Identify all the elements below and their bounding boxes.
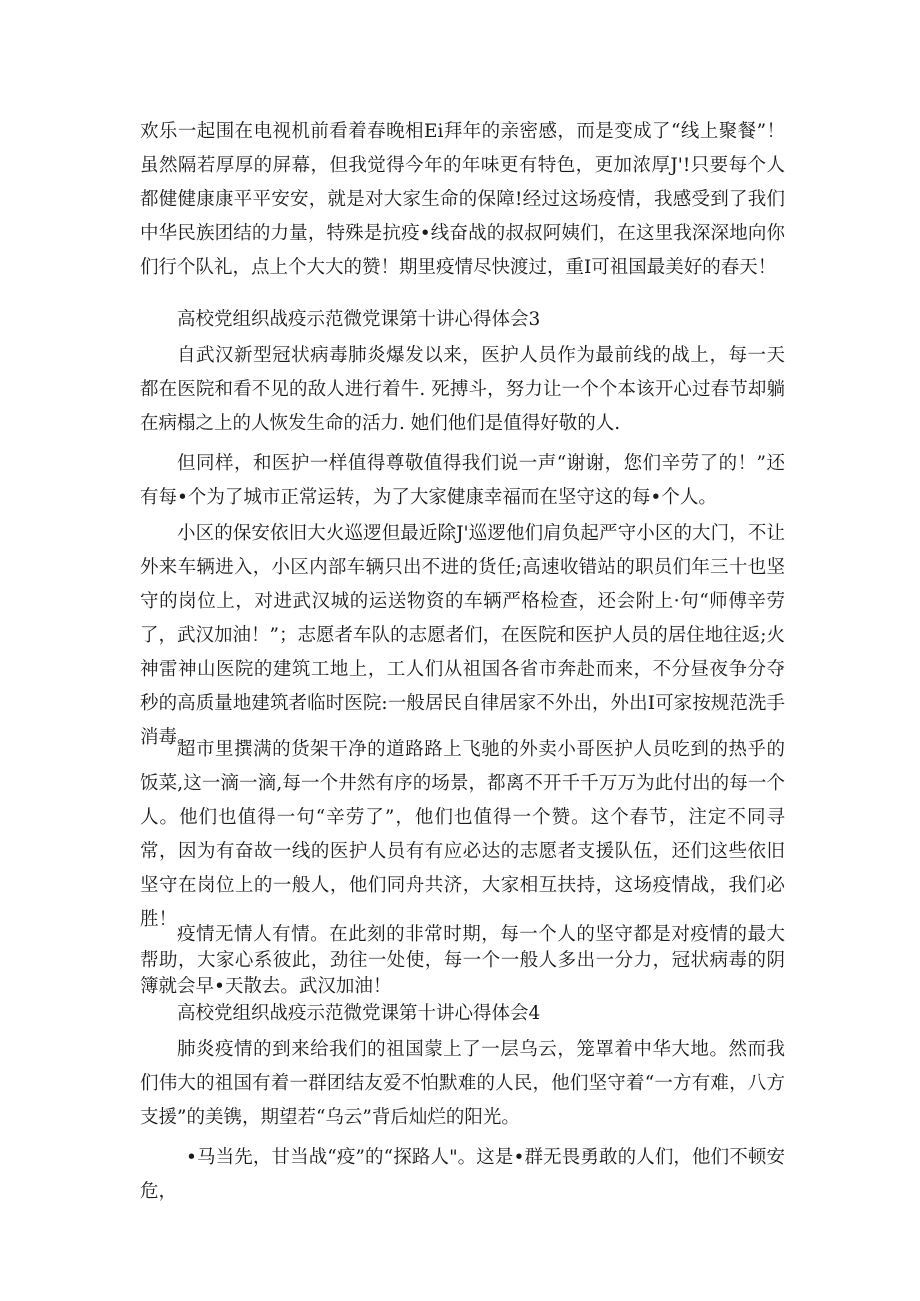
paragraph-1: 欢乐一起围在电视机前看着春晚相Ei拜年的亲密感，而是变成了“线上聚餐”！虽然隔若厚厚的屏幕，但我觉得今年的年味更有特色，更加浓厚J'!只要每个人都健健康康平平安安，就是对大家生命的保障!经过这场疫情，我感受到了我们中华民族团结的力量，特殊是抗疫•线奋战的叔叔阿姨们，在这里我深深地向你们行个队礼，点上个大大的赞！期里疫情尽快渡过，重I可祖国最美好的春天！ <box>140 121 785 278</box>
section-heading-3: 高校党组织战疫示范微党课第十讲心得体会3 <box>177 309 541 330</box>
paragraph-4: 小区的保安依旧大火巡逻但最近除J'巡逻他们肩负起严守小区的大门，不让外来车辆进入，小区内部车辆只出不进的货任;高速收错站的职员们年三十也坚守的岗位上，对进武汉城的运送物资的车辆严格检查，还会附上·句“师傅辛劳了，武汉加油！”；志愿者车队的志愿者们，在医院和医护人员的居住地往返;火神雷神山医院的建筑工地上，工人们从祖国各省市奔赴而来，不分昼夜争分夺秒的高质量地建筑者临时医院:一般居民自律居家不外出，外出I可家按规范洗手消毒。 <box>140 523 785 748</box>
paragraph-5: 超市里撰满的货架干净的道路路上飞驰的外卖小哥医护人员吃到的热乎的饭菜,这一滴一滴,每一个井然有序的场景，都离不开千千万万为此付出的每一个人。他们也值得一句“辛劳了”，他们也值得一个赞。这个春节，注定不同寻常，因为有奋故一线的医护人员有有应必达的志愿者支援队伍，还们这些依旧坚守在岗位上的一般人，他们同舟共济，大家相互扶持，这场疫情战，我们必胜！ <box>140 739 785 930</box>
paragraph-6: 疫情无情人有情。在此刻的非常时期，每一个人的坚守都是对疫情的最大帮助，大家心系彼此，劲往一处使，每一个一般人多出一分力，冠状病毒的阴簿就会早•天散去。武汉加油！ <box>140 924 785 997</box>
paragraph-8: •马当先，甘当战“疫”的“探路人"。这是•群无畏勇敢的人们，他们不顿安危， <box>140 1147 785 1202</box>
section-heading-4: 高校党组织战疫示范微党课第十讲心得体会4 <box>177 1003 541 1024</box>
paragraph-7: 肺炎疫情的到来给我们的祖国蒙上了一层乌云，笼罩着中华大地。然而我们伟大的祖国有着一群团结友爱不怕默难的人民，他们坚守着“一方有难，八方支援”的美镌，期望若“乌云”背后灿烂的阳光。 <box>140 1039 785 1128</box>
paragraph-2: 自武汉新型冠状病毒肺炎爆发以来，医护人员作为最前线的战上，每一天都在医院和看不见的敌人进行着牛. 死搏斗，努力让一个个本该开心过春节却躺在病榻之上的人恢发生命的活力. 她们他们是值得好敬的人. <box>140 345 785 434</box>
paragraph-3: 但同样，和医护一样值得尊敬值得我们说一声“谢谢，您们辛劳了的！”还有每•个为了城市正常运转，为了大家健康幸福而在坚守这的每•个人。 <box>140 453 785 508</box>
